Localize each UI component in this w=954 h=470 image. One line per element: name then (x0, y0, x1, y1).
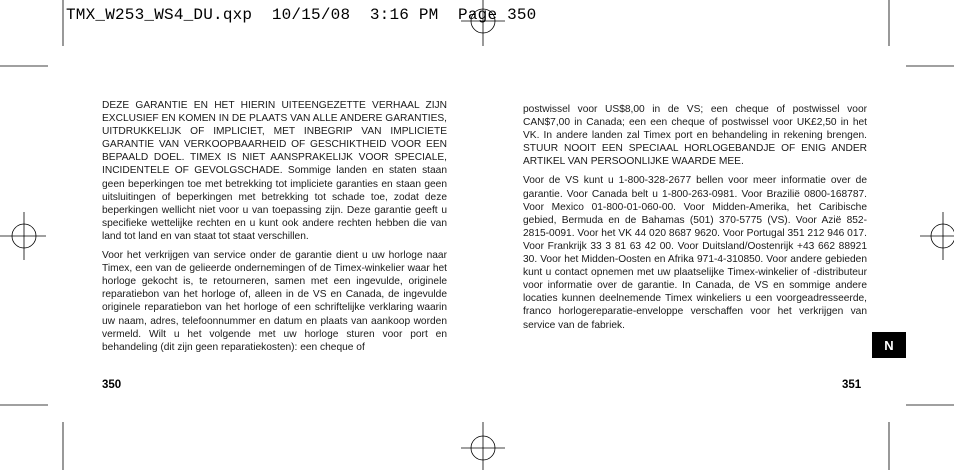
right-page-body (523, 103, 867, 338)
registration-mark-right (920, 212, 954, 260)
left-paragraph-service-instructions: Voor het verkrijgen van service onder de garantie dient u uw horloge naar Timex, een van de gelieerde ondernemingen of de Timex-winkelier waar het horloge gekocht is, te retourneren, samen met een ingevulde, originele reparatiebon van het horloge of, alleen in de VS en Canada, de ingevulde originele reparatiebon van het horloge of een schriftelijke verklaring waarin uw naam, adres, telefoonnummer en datum en plaats van aankoop worden vermeld. Wilt u het volgende met uw horloge sturen voor port en behandeling (dit zijn geen reparatiekosten): een cheque of (102, 250, 447, 353)
left-paragraph-warranty-disclaimer: DEZE GARANTIE EN HET HIERIN UITEENGEZETTE VERHAAL ZIJN EXCLUSIEF EN KOMEN IN DE PLAATS VAN ALLE ANDERE GARANTIES, UITDRUKKELIJK OF IMPLICIET, MET INBEGRIP VAN IMPLICIETE GARANTIE VAN VERKOOPBAARHEID OF GESCHIKTHEID VOOR EEN BEPAALD DOEL. TIMEX IS NIET AANSPRAKELIJK VOOR SPECIALE, INCIDENTELE OF GEVOLGSCHADE. Sommige landen en staten staan geen beperkingen toe met betrekking tot impliciete garanties en staan geen uitsluitingen of beperkingen met betrekking tot schade toe, zodat deze beperkingen wellicht niet voor u van toepassing zijn. Deze garantie geeft u specifieke wettelijke rechten en u kunt ook andere rechten hebben die van land tot land en van staat tot staat verschillen. (102, 100, 447, 242)
file-slug-header: TMX_W253_WS4_DU.qxp 10/15/08 3:16 PM Page 350 (66, 6, 537, 24)
right-paragraph-contact-numbers: Voor de VS kunt u 1-800-328-2677 bellen voor meer informatie over de garantie. Voor Canada belt u 1-800-263-0981. Voor Brazilië 0800-168787. Voor Mexico 01-800-01-060-00. Voor Midden-Amerika, het Caribische gebied, Bermuda en de Bahamas (501) 370-5775 (VS). Voor Azië 852-2815-0091. Voor het VK 44 020 8687 9620. Voor Portugal 351 212 946 017. Voor Frankrijk 33 3 81 63 42 00. Voor Duitsland/Oostenrijk +43 662 88921 30. Voor het Midden-Oosten en Afrika 971-4-310850. Voor andere gebieden kunt u contact opnemen met uw plaatselijke Timex-winkelier of -distributeur voor informatie over de garantie. In Canada, de VS en sommige andere locaties kunnen deelnemende Timex winkeliers u een voorgeadresseerde, franco horlogereparatie-enveloppe verschaffen voor het verkrijgen van service van de fabriek. (523, 175, 867, 331)
language-section-tab: N (872, 332, 906, 358)
registration-mark-left (0, 212, 46, 260)
left-page-body (102, 99, 447, 360)
registration-mark-bottom (461, 422, 505, 470)
page-number-right: 351 (842, 379, 862, 391)
right-paragraph-postage: postwissel voor US$8,00 in de VS; een cheque of postwissel voor CAN$7,00 in Canada; een een cheque of postwissel voor UK£2,50 in het VK. In andere landen zal Timex port en behandeling in rekening brengen. STUUR NOOIT EEN SPECIAAL HORLOGEBANDJE OF ENIG ANDER ARTIKEL VAN PERSOONLIJKE WAARDE MEE. (523, 104, 867, 168)
page-number-left: 350 (102, 379, 122, 391)
